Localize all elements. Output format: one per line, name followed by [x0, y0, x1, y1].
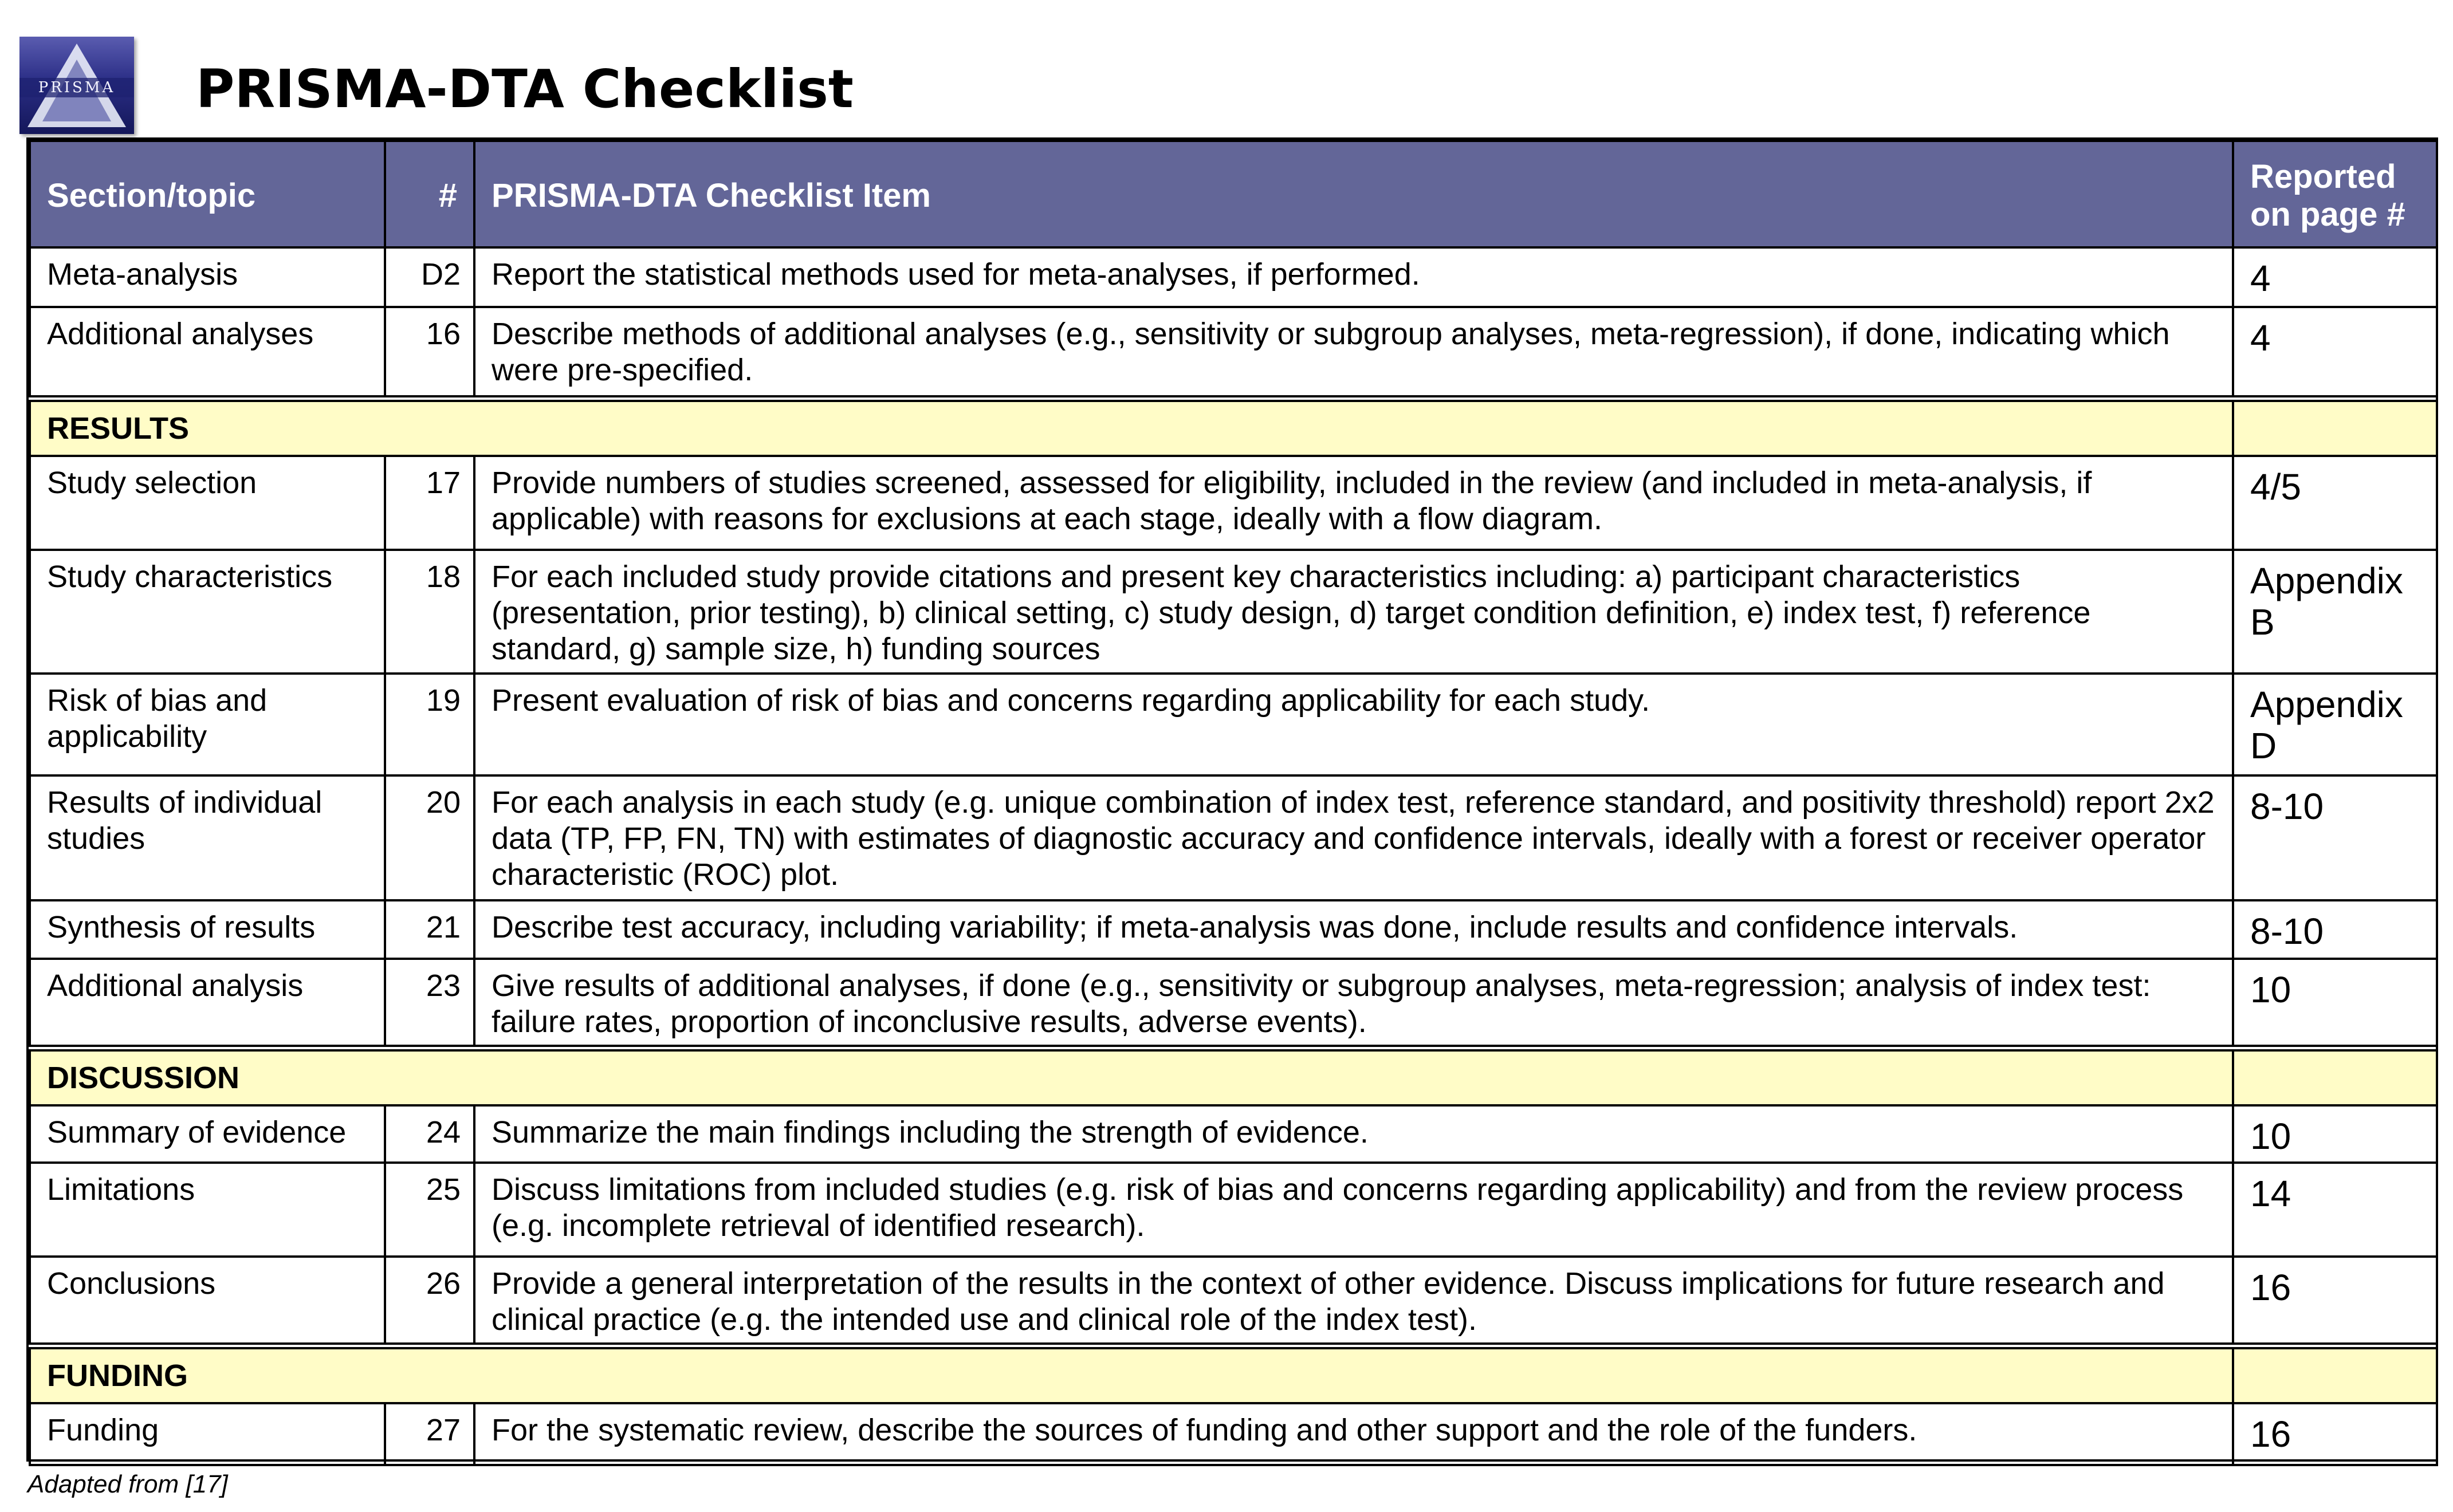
logo-text: PRISMA — [38, 79, 116, 96]
row-page: 14 — [2233, 1163, 2437, 1257]
table-row — [30, 1105, 2437, 1163]
row-page: 4/5 — [2233, 456, 2437, 550]
row-section: Conclusions — [30, 1257, 385, 1346]
prisma-logo — [19, 37, 134, 134]
row-page: 10 — [2233, 959, 2437, 1048]
table-row — [30, 775, 2437, 900]
row-item: Summarize the main findings including the strength of evidence. — [474, 1105, 2233, 1163]
row-section: Meta-analysis — [30, 247, 385, 307]
row-section: Summary of evidence — [30, 1105, 385, 1163]
checklist-table — [29, 140, 2438, 1466]
row-page: Appendix D — [2233, 674, 2437, 775]
row-number: 19 — [385, 674, 474, 775]
row-number: 21 — [385, 900, 474, 959]
table-row — [30, 900, 2437, 959]
table-row — [30, 959, 2437, 1048]
row-section: Additional analysis — [30, 959, 385, 1048]
row-item: Report the statistical methods used for meta-analyses, if performed. — [474, 247, 2233, 307]
table-row — [30, 1163, 2437, 1257]
row-number: 25 — [385, 1163, 474, 1257]
row-item: Describe test accuracy, including variability; if meta-analysis was done, include results and confidence intervals. — [474, 900, 2233, 959]
row-page: 16 — [2233, 1257, 2437, 1346]
row-page: 16 — [2233, 1403, 2437, 1465]
row-item: For each analysis in each study (e.g. unique combination of index test, reference standard, and positivity threshold) report 2x2 data (TP, FP, FN, TN) with estimates of diagnostic accuracy and confidence intervals, ideally with a forest or receiver operator characteristic (ROC) plot. — [474, 775, 2233, 900]
table-row — [30, 307, 2437, 399]
checklist-table-container — [26, 137, 2438, 1462]
section-page-cell — [2233, 399, 2437, 456]
row-section: Study selection — [30, 456, 385, 550]
row-item: Present evaluation of risk of bias and concerns regarding applicability for each study. — [474, 674, 2233, 775]
row-item: For each included study provide citations and present key characteristics including: a) participant characteristics (presentation, prior testing), b) clinical setting, c) study design, d) target condition definition, e) index test, f) reference standard, g) sample size, h) funding sources — [474, 550, 2233, 674]
row-item: Provide a general interpretation of the results in the context of other evidence. Discuss implications for future research and clinical practice (e.g. the intended use and clinical role of the index test). — [474, 1257, 2233, 1346]
table-row — [30, 550, 2437, 674]
header-number: # — [385, 141, 474, 247]
row-page: Appendix B — [2233, 550, 2437, 674]
section-label: DISCUSSION — [30, 1048, 2233, 1105]
row-number: 26 — [385, 1257, 474, 1346]
section-label: FUNDING — [30, 1346, 2233, 1403]
row-section: Additional analyses — [30, 307, 385, 399]
row-number: 16 — [385, 307, 474, 399]
row-number: 23 — [385, 959, 474, 1048]
row-number: 27 — [385, 1403, 474, 1465]
section-page-cell — [2233, 1346, 2437, 1403]
section-row-discussion — [30, 1048, 2437, 1105]
row-page: 8-10 — [2233, 775, 2437, 900]
row-item: Give results of additional analyses, if done (e.g., sensitivity or subgroup analyses, meta-regression; analysis of index test: failure rates, proportion of inconclusive results, adverse events). — [474, 959, 2233, 1048]
row-section: Study characteristics — [30, 550, 385, 674]
row-page: 8-10 — [2233, 900, 2437, 959]
row-page: 4 — [2233, 307, 2437, 399]
row-section: Synthesis of results — [30, 900, 385, 959]
table-row — [30, 1257, 2437, 1346]
table-header-row — [30, 141, 2437, 247]
row-section: Risk of bias and applicability — [30, 674, 385, 775]
row-number: 17 — [385, 456, 474, 550]
row-section: Limitations — [30, 1163, 385, 1257]
table-row — [30, 247, 2437, 307]
row-page: 10 — [2233, 1105, 2437, 1163]
row-number: 20 — [385, 775, 474, 900]
section-row-results — [30, 399, 2437, 456]
row-item: Discuss limitations from included studies (e.g. risk of bias and concerns regarding applicability) and from the review process (e.g. incomplete retrieval of identified research). — [474, 1163, 2233, 1257]
table-row — [30, 456, 2437, 550]
table-row — [30, 1403, 2437, 1465]
header-reported-page: Reported on page # — [2233, 141, 2437, 247]
row-number: 24 — [385, 1105, 474, 1163]
row-item: Describe methods of additional analyses (e.g., sensitivity or subgroup analyses, meta-regression), if done, indicating which were pre-specified. — [474, 307, 2233, 399]
row-number: 18 — [385, 550, 474, 674]
row-page: 4 — [2233, 247, 2437, 307]
table-row — [30, 674, 2437, 775]
footnote: Adapted from [17] — [27, 1470, 228, 1498]
header-section-topic: Section/topic — [30, 141, 385, 247]
section-label: RESULTS — [30, 399, 2233, 456]
header-checklist-item: PRISMA-DTA Checklist Item — [474, 141, 2233, 247]
row-item: For the systematic review, describe the sources of funding and other support and the role of the funders. — [474, 1403, 2233, 1465]
row-section: Results of individual studies — [30, 775, 385, 900]
row-item: Provide numbers of studies screened, assessed for eligibility, included in the review (and included in meta-analysis, if applicable) with reasons for exclusions at each stage, ideally with a flow diagram. — [474, 456, 2233, 550]
section-page-cell — [2233, 1048, 2437, 1105]
page-title: PRISMA-DTA Checklist — [196, 58, 854, 120]
row-section: Funding — [30, 1403, 385, 1465]
prisma-logo-graphic — [19, 37, 134, 134]
section-row-funding — [30, 1346, 2437, 1403]
row-number: D2 — [385, 247, 474, 307]
